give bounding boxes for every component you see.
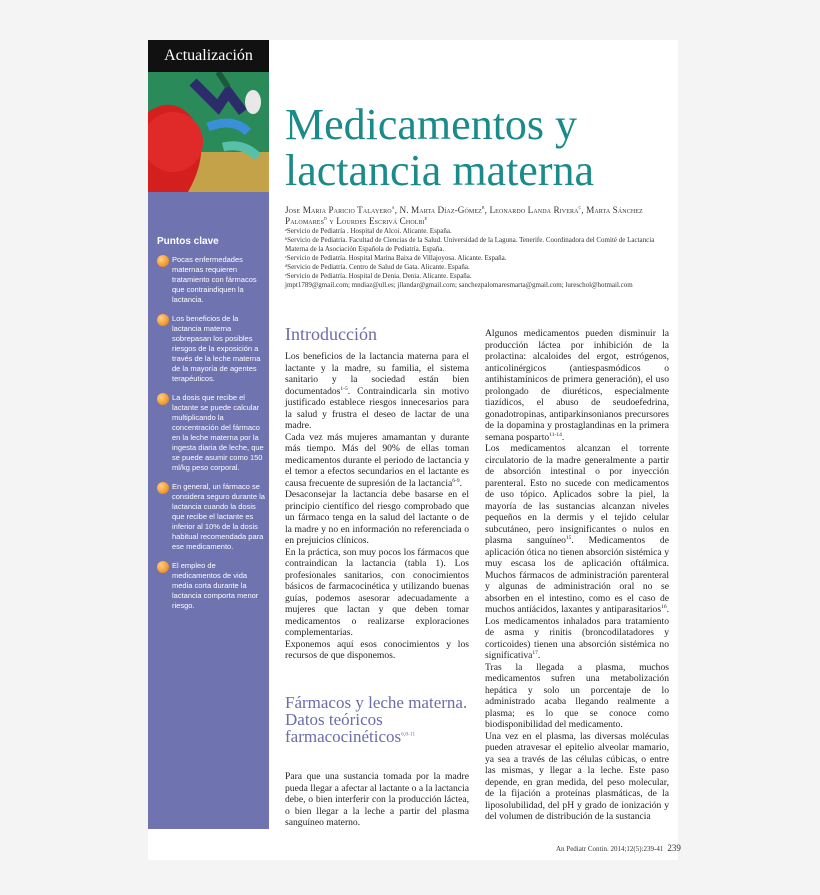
reference: 6,8-11	[401, 731, 416, 738]
affiliation: ᵇServicio de Pediatría. Facultad de Ciencias de la Salud. Universidad de la Laguna. Tenerife. Coordinadora del Comité de Lactancia Materna de la Asociación Española de Pediatría. España.	[285, 236, 655, 253]
paragraph	[285, 432, 469, 490]
affiliation: ᶜServicio de Pediatría. Hospital Marina Baixa de Villajoyosa. Alicante. España.	[285, 254, 507, 262]
heading-text: Fármacos y leche materna. Datos teóricos farmacocinéticos	[285, 693, 468, 746]
cover-illustration	[148, 72, 269, 192]
author-4: Marta Sánchez Palomares	[285, 205, 643, 226]
paragraph: En la práctica, son muy pocos los fármacos que contraindican la lactancia (tabla 1). Los profesionales sanitarios, con conocimientos básicos de farmacocinética y utilizando buenas guías, podemos asesorar adecuadamente a mujeres que lactan y que deben tomar medicamentos o realizarse exploraciones complementarias.	[285, 546, 469, 638]
paragraph: Una vez en el plasma, las diversas moléculas pueden atravesar el epitelio alveolar mamario, ya sea a través de las células cúbicas, o entre las mismas, y llegar a la leche. Este paso depende, en gran medida, del peso molecular, de la fijación a proteínas plasmáticas, de la liposolubilidad, del pH y grado de ionización y del volumen de distribución de la sustancia	[485, 730, 669, 822]
reference: 17	[532, 649, 538, 656]
reference: 15	[565, 534, 572, 541]
text: Los beneficios de la lactancia materna para el lactante y la madre, su familia, el sistema sanitario y la sociedad están bien documentados	[285, 351, 469, 397]
reference: 1-5	[340, 385, 348, 392]
key-point-text: En general, un fármaco se considera seguro durante la lactancia cuando la dosis que recibe el lactante es inferior al 10% de la dosis habitual recomendada para ese medicamento.	[172, 482, 265, 551]
author-block	[285, 205, 675, 290]
title-line-1: Medicamentos y	[285, 100, 578, 149]
paragraph	[285, 351, 469, 432]
text: . Los medicamentos inhalados para tratamiento de asma y rinitis (broncodilatadores y corticoides) tienen una absorción sistémica no significativa	[485, 604, 669, 661]
page-footer	[556, 843, 681, 853]
affiliation: ᵃServicio de Pediatría . Hospital de Alcoi. Alicante. España.	[285, 227, 452, 235]
farmacos-body	[285, 771, 469, 829]
affiliation: ᵈServicio de Pediatría. Centro de Salud de Gata. Alicante. España.	[285, 263, 470, 271]
author-2-sup: b	[481, 204, 485, 211]
text: .	[561, 431, 565, 443]
author-3: Leonardo Landa Rivera	[489, 205, 579, 215]
author-emails: jmpt1789@gmail.com; mndiaz@ull.es; jllandar@gmail.com; sanchezpalomaresmarta@gmail.com; lureschol@hotmail.com	[285, 281, 633, 289]
key-point	[157, 314, 265, 384]
author-5: Lourdes Escrivá Cholbi	[336, 216, 425, 226]
text: Algunos medicamentos pueden disminuir la producción láctea por inhibición de la prolactina: alcaloides del ergot, estrógenos, anticolinérgicos (antiespasmódicos o antihistamínicos de primera generación), el uso prolongado de diuréticos, especialmente tiazídicos, el abuso de seudoefedrina, gonadotropinas, antiparkinsonianos precursores de la dopamina y prostaglandinas en la primera semana posparto	[485, 328, 669, 443]
puntos-clave-heading: Puntos clave	[157, 236, 219, 247]
text: . Contraindicarla sin motivo justificado establece riesgos innecesarios para la salud y frustra el deseo de lactar de una madre.	[285, 385, 469, 431]
text: Cada vez más mujeres amamantan y durante más tiempo. Más del 90% de ellas toman medicamentos durante el periodo de lactancia y el temor a efectos secundarios en el lactante es causa frecuente de supresión de la lactancia	[285, 431, 469, 489]
farmacos-heading	[285, 694, 469, 745]
bullet-dot-icon	[157, 482, 169, 494]
author-1: Jose Maria Paricio Talayero	[285, 205, 392, 215]
reference: 16	[661, 603, 667, 610]
paragraph: Exponemos aquí esos conocimientos y los recursos de que disponemos.	[285, 638, 469, 661]
author-4-sup: d	[324, 215, 328, 222]
bullet-dot-icon	[157, 393, 169, 405]
key-point	[157, 482, 265, 552]
key-point-text: El empleo de medicamentos de vida media corta durante la lactancia comporta menor riesgo.	[172, 561, 259, 610]
key-point	[157, 255, 265, 305]
affiliation: ᵉServicio de Pediatría. Hospital de Denia. Denia. Alicante. España.	[285, 272, 472, 280]
text: .	[459, 477, 463, 489]
citation: An Pediatr Contin. 2014;12(5):239-41	[556, 845, 664, 853]
author-3-sup: c	[578, 204, 582, 211]
intro-heading: Introducción	[285, 324, 377, 344]
key-point-text: Los beneficios de la lactancia materna sobrepasan los posibles riesgos de la exposición a través de la leche materna de la mayoría de agentes terapéuticos.	[172, 314, 261, 383]
puntos-clave-box	[157, 236, 265, 620]
paragraph: Tras la llegada a plasma, muchos medicamentos sufren una metabolización hepática y solo un porcentaje de lo administrado acaba llegando realmente a plasma; es lo que se conoce como biodisponibilidad del medicamento.	[485, 661, 669, 730]
paragraph: Para que una sustancia tomada por la madre pueda llegar a afectar al lactante o a la lactancia debe, o bien interferir con la producción láctea, o bien llegar a la leche a partir del plasma sanguíneo materno.	[285, 771, 469, 828]
author-2: N. Marta Díaz-Gómez	[399, 205, 482, 215]
key-point	[157, 393, 265, 473]
reference: 11-14	[549, 431, 562, 438]
paragraph	[485, 328, 669, 443]
right-column	[485, 328, 669, 823]
reference: 6-9	[452, 477, 460, 484]
bullet-dot-icon	[157, 255, 169, 267]
paragraph	[485, 443, 669, 662]
text: Los medicamentos alcanzan el torrente circulatorio de la madre generalmente a partir de absorción intestinal o por inyección parenteral. Esto no sucede con medicamentos de uso tópico. Aplicados sobre la piel, la mayoría de las sustancias alcanzan niveles pequeños en la dermis y el tejido celular subcutáneo, pero insignificantes o nulos en plasma sanguíneo	[485, 443, 669, 546]
section-label: Actualización	[148, 40, 269, 72]
bullet-dot-icon	[157, 561, 169, 573]
page-number: 239	[667, 843, 681, 853]
text: .	[537, 650, 541, 661]
key-point-text: Pocas enfermedades maternas requieren tratamiento con fármacos que contraindiquen la lactancia.	[172, 255, 257, 304]
text: . Medicamentos de aplicación ótica no tienen absorción sistémica y muy escasa los de aplicación oftálmica. Muchos fármacos de administración parenteral y algunas de administración oral no se absorben en el intestino, como es el caso de muchos antiácidos, laxantes y antiparasitarios	[485, 535, 669, 615]
author-names: Jose Maria Paricio Talayero$^a$, N. Marta Díaz-Gómez$^b$, Leonardo Landa Rivera$^c$, Marta Sánchez Palomares$^d$ y Lourdes Escrivá Cholbi$^e$	[285, 204, 643, 226]
bullet-dot-icon	[157, 314, 169, 326]
paragraph: Desaconsejar la lactancia debe basarse en el principio científico del riesgo comprobado que un fármaco tenga en la salud del lactante o de la madre y no en información no referenciada o en prejuicios clínicos.	[285, 489, 469, 546]
author-5-sup: e	[424, 215, 428, 222]
key-point	[157, 561, 265, 611]
intro-body	[285, 351, 469, 662]
title-line-2: lactancia materna	[285, 146, 595, 195]
key-point-text: La dosis que recibe el lactante se puede calcular multiplicando la concentración del fármaco en la leche materna por la ingesta diaria de leche, que se puede asumir como 150 ml/kg peso corporal.	[172, 393, 264, 472]
author-1-sup: a	[391, 204, 395, 211]
article-title	[285, 102, 665, 194]
